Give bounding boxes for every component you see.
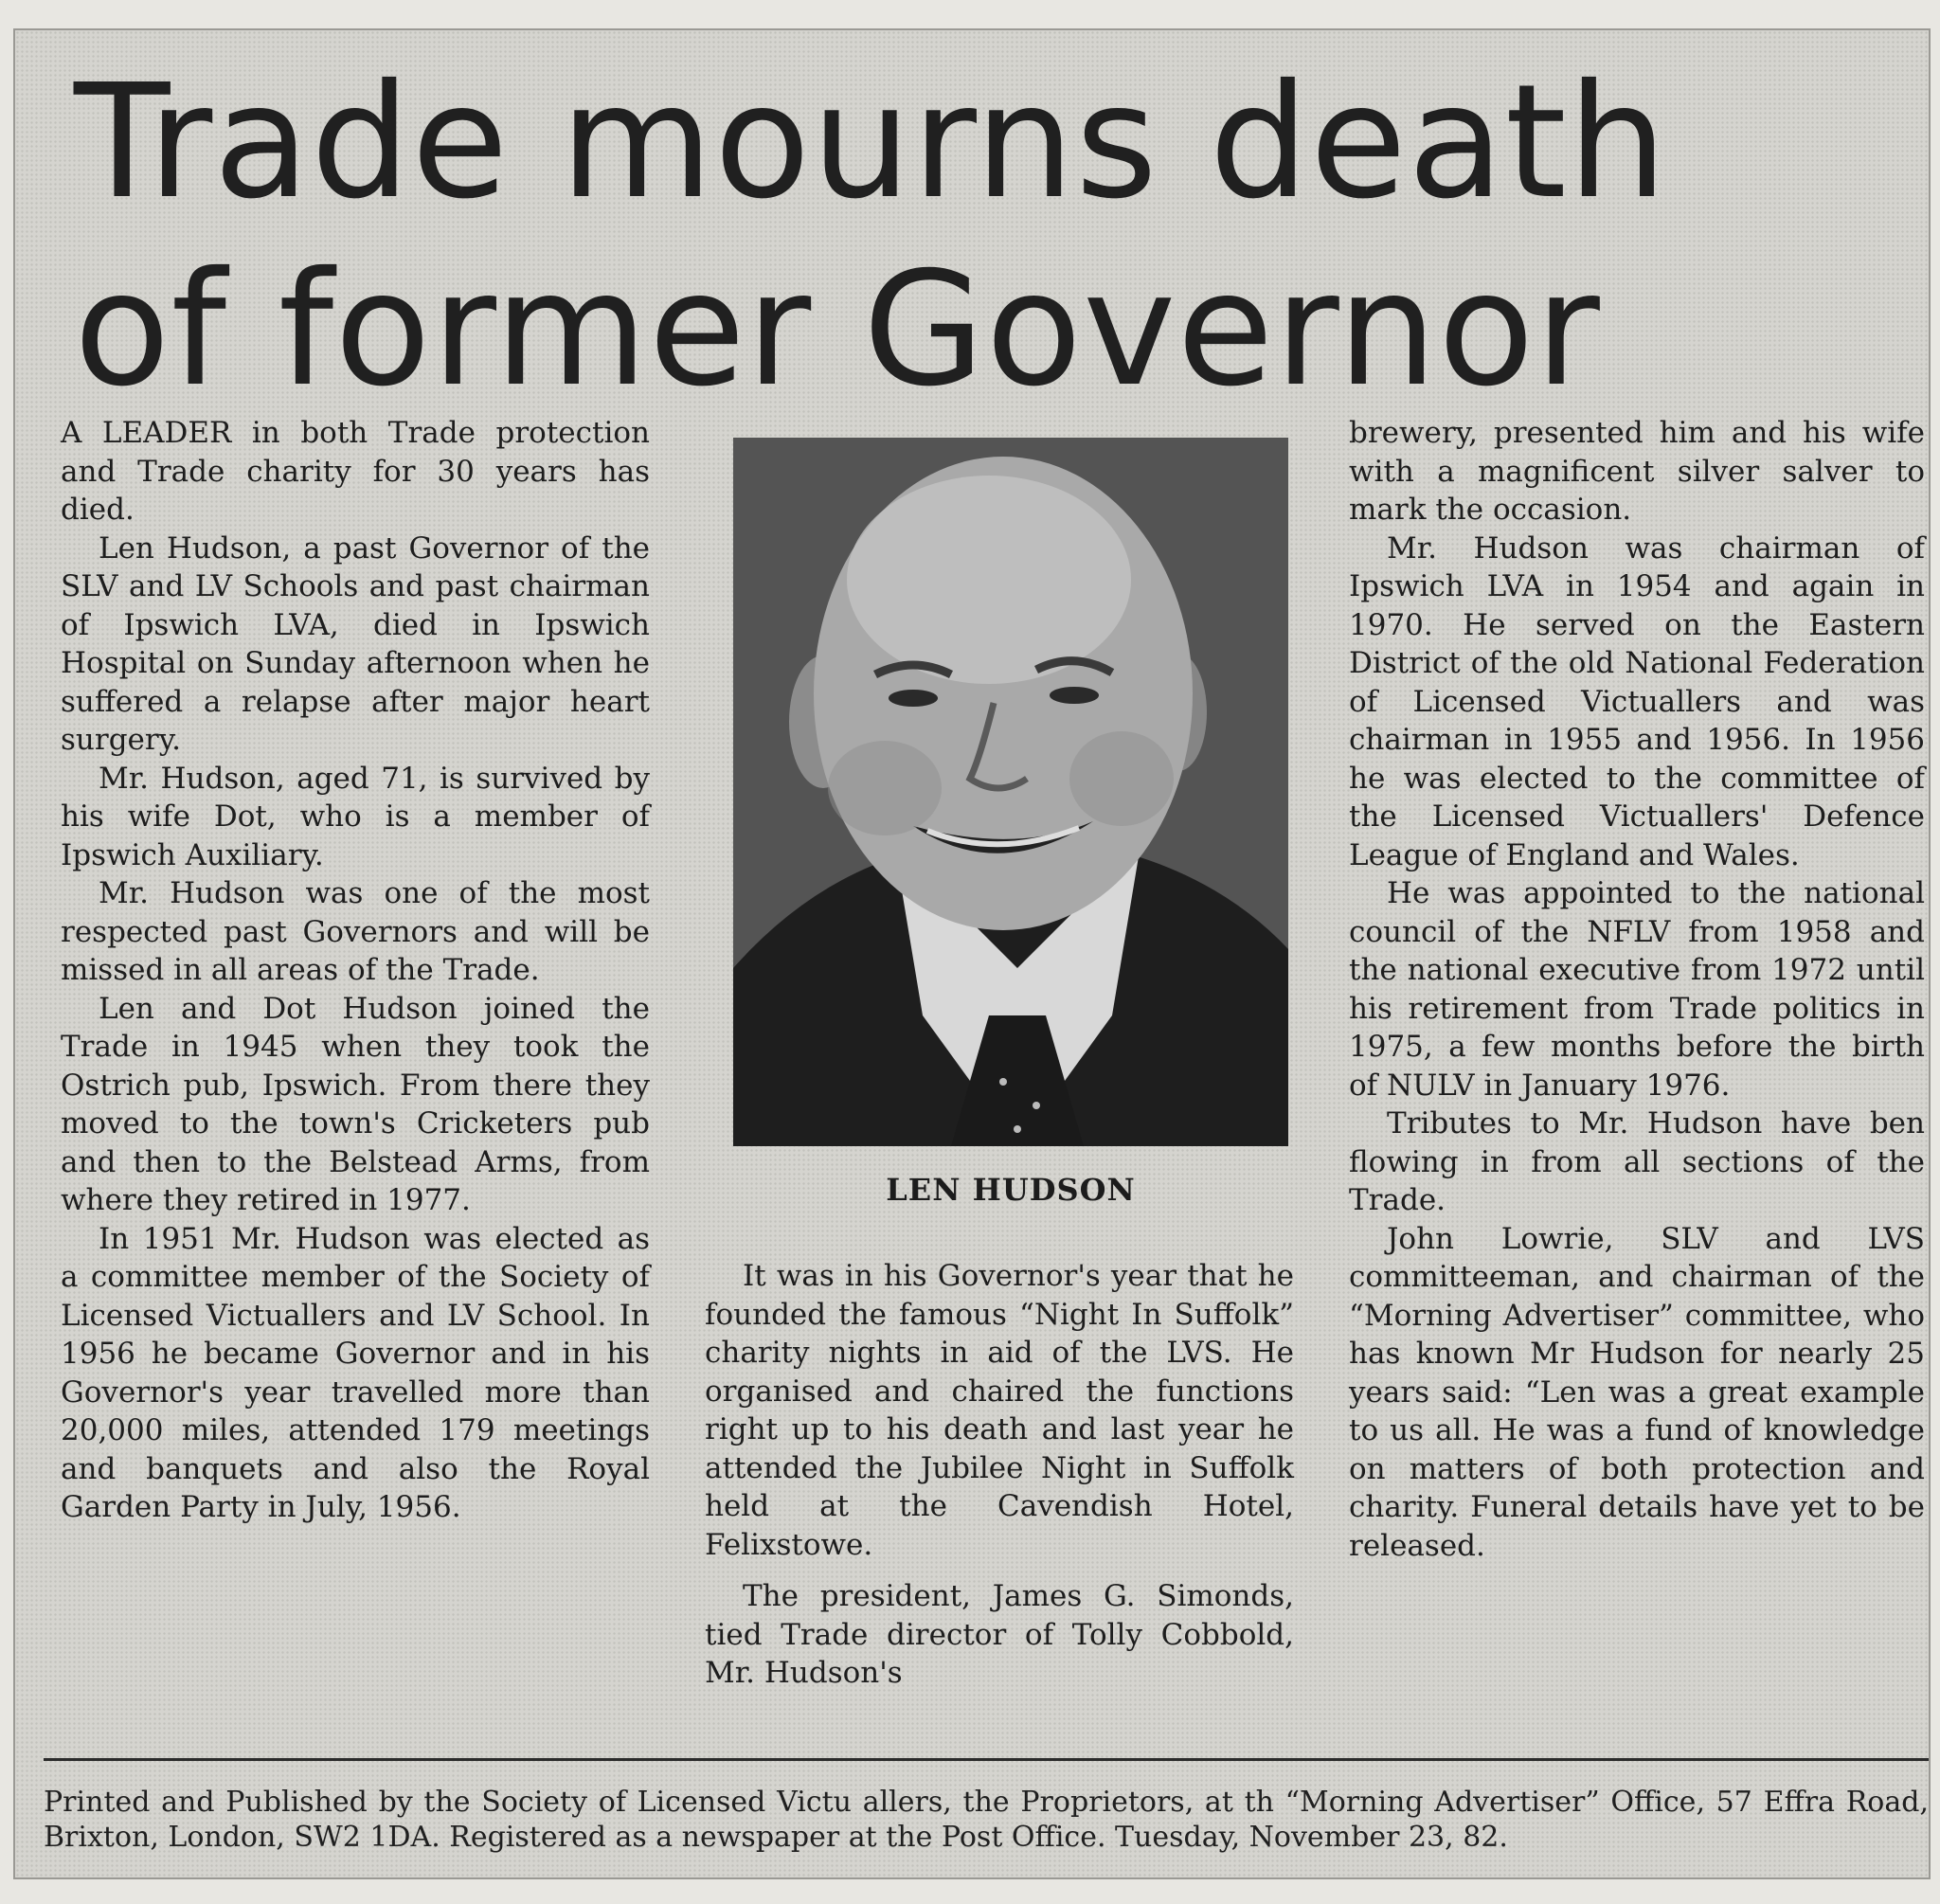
- footer-divider: [44, 1758, 1929, 1761]
- article-column-3: [1349, 414, 1925, 1565]
- paragraph: John Lowrie, SLV and LVS committeeman, and chairman of the “Morning Advertiser” committee, who has known Mr Hudson for nearly 25 years said: “Len was a great example to us all. He was a fund of knowledge on matters of both protection and charity. Funeral details have yet to be released.: [1349, 1221, 1925, 1563]
- portrait-illustration: [733, 438, 1288, 1146]
- paragraph: Mr. Hudson was one of the most respected past Governors and will be missed in all areas of the Trade.: [61, 876, 650, 987]
- headline-line-1: Trade mourns death: [74, 51, 1669, 234]
- paragraph: Mr. Hudson, aged 71, is survived by his wife Dot, who is a member of Ipswich Auxiliary.: [61, 761, 650, 872]
- paragraph: A LEADER in both Trade protection and Trade charity for 30 years has died.: [61, 416, 650, 527]
- newspaper-clipping: [13, 28, 1931, 1879]
- paragraph: He was appointed to the national council of the NFLV from 1958 and the national executive from 1972 until his retirement from Trade politics in 1975, a few months before the birth of NULV in January 1976.: [1349, 876, 1925, 1103]
- paragraph: Len and Dot Hudson joined the Trade in 1945 when they took the Ostrich pub, Ipswich. From there they moved to the town's Cricketers pub and then to the Belstead Arms, from where they retired in 1977.: [61, 991, 650, 1217]
- paragraph: Tributes to Mr. Hudson have ben flowing in from all sections of the Trade.: [1349, 1106, 1925, 1217]
- paragraph: The president, James G. Simonds, tied Trade director of Tolly Cobbold, Mr. Hudson's: [705, 1579, 1294, 1690]
- paragraph: It was in his Governor's year that he founded the famous “Night In Suffolk” charity nights in aid of the LVS. He organised and chaired the functions right up to his death and last year he attended the Jubilee Night in Suffolk held at the Cavendish Hotel, Felixstowe.: [705, 1259, 1294, 1562]
- paragraph: Len Hudson, a past Governor of the SLV and LV Schools and past chairman of Ipswich LVA, died in Ipswich Hospital on Sunday afternoon when he suffered a relapse after major heart surgery.: [61, 530, 650, 757]
- article-column-2: [705, 1257, 1294, 1693]
- paragraph: In 1951 Mr. Hudson was elected as a committee member of the Society of Licensed Victuallers and LV School. In 1956 he became Governor and in his Governor's year travelled more than 20,000 miles, attended 179 meetings and banquets and also the Royal Garden Party in July, 1956.: [61, 1221, 650, 1524]
- photo-caption: LEN HUDSON: [886, 1172, 1136, 1208]
- headline-line-2: of former Governor: [74, 239, 1601, 422]
- paragraph: brewery, presented him and his wife with a magnificent silver salver to mark the occasion.: [1349, 416, 1925, 527]
- imprint-footer: Printed and Published by the Society of Licensed Victu allers, the Proprietors, at th “Morning Advertiser” Office, 57 Effra Road, Brixton, London, SW2 1DA. Registered as a newspaper at the Post Office. Tuesday, November 23, 82.: [44, 1786, 1929, 1854]
- portrait-photo: [733, 438, 1288, 1146]
- headline: [74, 49, 1931, 424]
- article-column-1: [61, 414, 650, 1527]
- paragraph: Mr. Hudson was chairman of Ipswich LVA in 1954 and again in 1970. He served on the Eastern District of the old National Federation of Licensed Victuallers and was chairman in 1955 and 1956. In 1956 he was elected to the committee of the Licensed Victuallers' Defence League of England and Wales.: [1349, 530, 1925, 872]
